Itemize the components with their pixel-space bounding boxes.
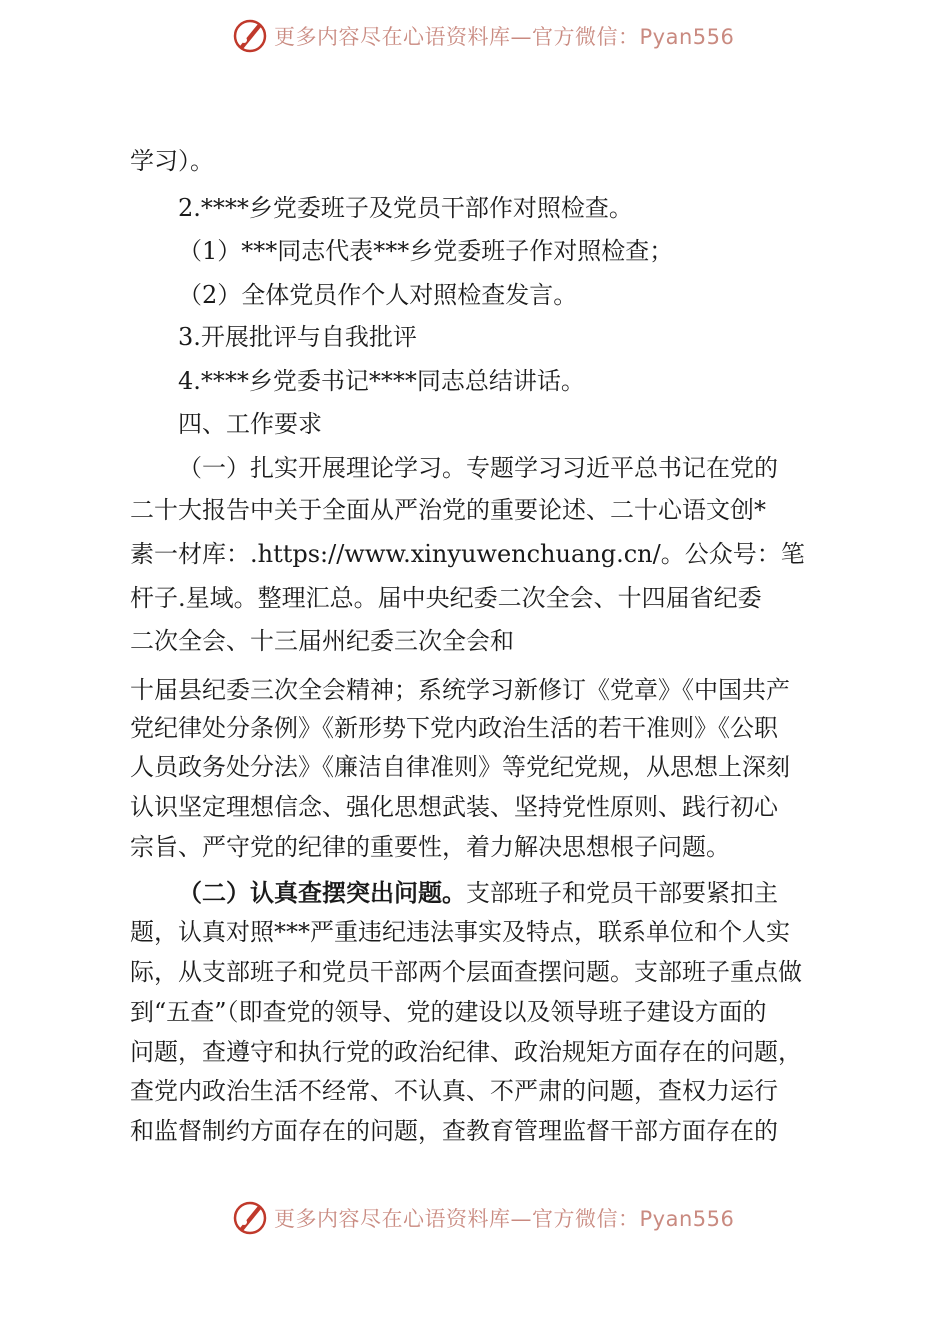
text-line: 际，从支部班子和党员干部两个层面查摆问题。支部班子重点做 — [130, 958, 802, 986]
footer-watermark — [230, 1196, 750, 1240]
text-line: （1）***同志代表***乡党委班子作对照检查； — [178, 237, 674, 265]
text-line: 人员政务处分法》《廉洁自律准则》等党纪党规，从思想上深刻 — [130, 753, 790, 781]
text-line: 和监督制约方面存在的问题，查教育管理监督干部方面存在的 — [130, 1117, 778, 1145]
pen-logo-icon — [230, 16, 270, 56]
text-line: 题，认真对照***严重违纪违法事实及特点，联系单位和个人实 — [130, 918, 790, 946]
text-line: 4.****乡党委书记****同志总结讲话。 — [178, 367, 585, 395]
text-line: 党纪律处分条例》《新形势下党内政治生活的若干准则》《公职 — [130, 714, 778, 742]
section-heading: 四、工作要求 — [178, 410, 322, 438]
header-watermark-text: 更多内容尽在心语资料库—官方微信：Pyan556 — [274, 25, 735, 49]
text-line: 到“五查”（即查党的领导、党的建设以及领导班子建设方面的 — [130, 998, 767, 1026]
text-line: 二十大报告中关于全面从严治党的重要论述、二十心语文创* — [130, 496, 766, 524]
text-line: 查党内政治生活不经常、不认真、不严肃的问题，查权力运行 — [130, 1077, 778, 1105]
text-line: 问题，查遵守和执行党的政治纪律、政治规矩方面存在的问题， — [130, 1038, 802, 1066]
footer-watermark-text: 更多内容尽在心语资料库—官方微信：Pyan556 — [274, 1207, 735, 1231]
text-line: 十届县纪委三次全会精神；系统学习新修订《党章》《中国共产 — [130, 676, 790, 704]
pen-logo-icon — [230, 1198, 270, 1238]
text-line: 宗旨、严守党的纪律的重要性，着力解决思想根子问题。 — [130, 833, 730, 861]
header-watermark — [230, 14, 750, 58]
text-line: （一）扎实开展理论学习。专题学习习近平总书记在党的 — [178, 454, 778, 482]
text-line: 2.****乡党委班子及党员干部作对照检查。 — [178, 194, 633, 222]
paragraph-2-first-text: 支部班子和党员干部要紧扣主 — [466, 879, 778, 907]
text-line: 学习）。 — [130, 147, 214, 175]
text-line: 二次全会、十三届州纪委三次全会和 — [130, 627, 514, 655]
text-line: 杆子.星域。整理汇总。届中央纪委二次全会、十四届省纪委 — [130, 584, 762, 612]
text-line: 3.开展批评与自我批评 — [178, 323, 417, 351]
text-line: 认识坚定理想信念、强化思想武装、坚持党性原则、践行初心 — [130, 793, 778, 821]
text-line: 素一材库：.https://www.xinyuwenchuang.cn/。公众号：笔 — [130, 540, 805, 568]
text-line: （2）全体党员作个人对照检查发言。 — [178, 281, 578, 309]
paragraph-2-heading: （二）认真查摆突出问题。 — [178, 879, 466, 907]
paragraph-2-first-line — [0, 878, 950, 908]
